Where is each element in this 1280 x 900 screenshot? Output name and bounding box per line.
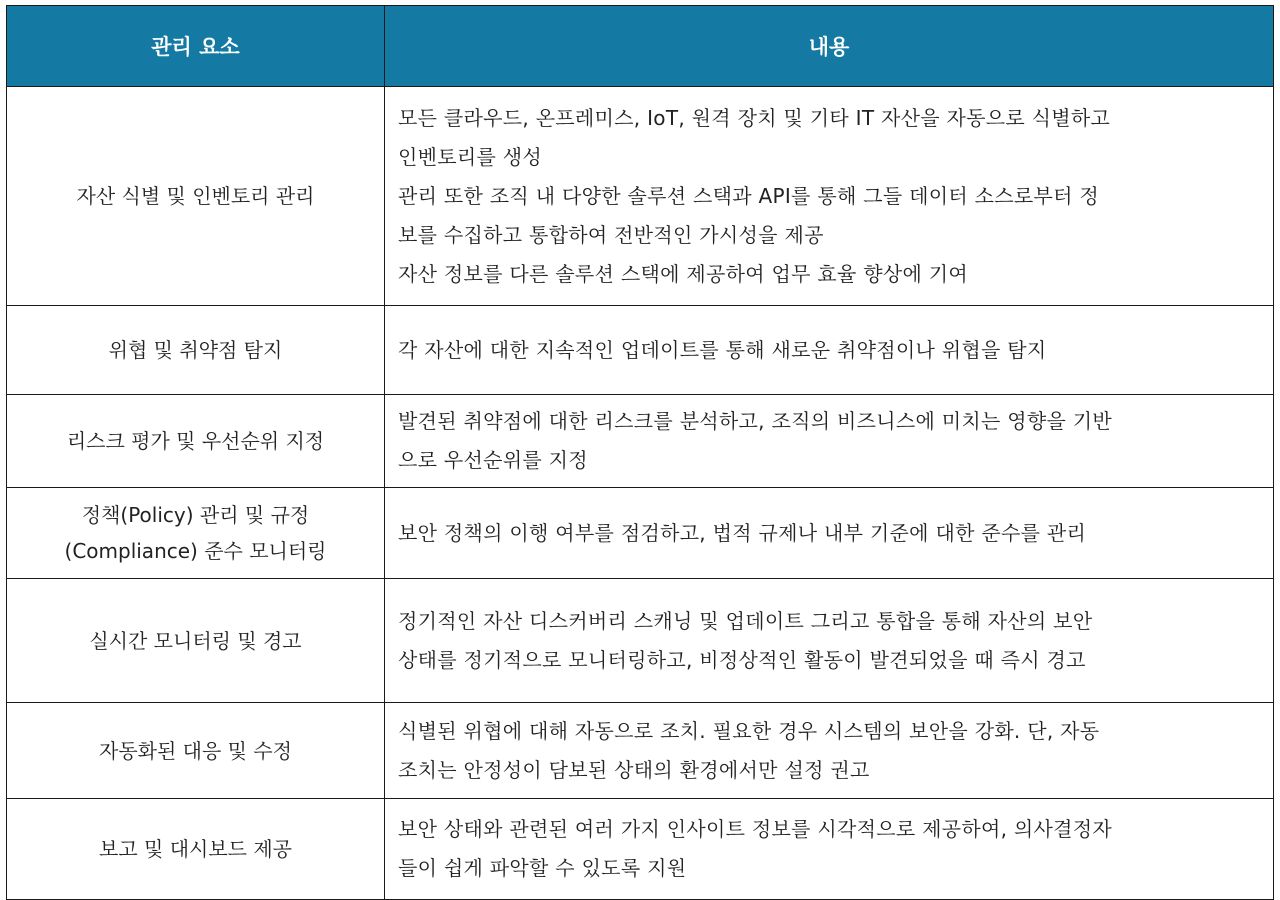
table-header-row	[7, 6, 1274, 87]
row-content-line: 식별된 위협에 대해 자동으로 조치. 필요한 경우 시스템의 보안을 강화. 단, 자동	[398, 718, 1100, 743]
row-content-line: 으로 우선순위를 지정	[398, 448, 588, 472]
row-key-cell	[7, 579, 385, 703]
management-elements-table	[6, 5, 1274, 900]
row-content-line: 조치는 안정성이 담보된 상태의 환경에서만 설정 권고	[398, 757, 870, 782]
row-content-line: 모든 클라우드, 온프레미스, IoT, 원격 장치 및 기타 IT 자산을 자동으로 식별하고	[398, 105, 1111, 130]
row-content-line: 발견된 취약점에 대한 리스크를 분석하고, 조직의 비즈니스에 미치는 영향을 기반	[398, 409, 1113, 433]
row-content-line: 보안 상태와 관련된 여러 가지 인사이트 정보를 시각적으로 제공하여, 의사결정자	[398, 817, 1113, 841]
row-key-text: 자산 식별 및 인벤토리 관리	[76, 184, 315, 208]
header-content: 내용	[385, 6, 1274, 87]
row-key-cell	[7, 703, 385, 799]
table-row	[7, 395, 1274, 488]
row-content-line: 들이 쉽게 파악할 수 있도록 지원	[398, 856, 687, 880]
row-key-text: 정책(Policy) 관리 및 규정	[81, 503, 310, 527]
row-key-cell	[7, 306, 385, 395]
table-row	[7, 87, 1274, 306]
row-content-cell	[385, 395, 1274, 488]
row-key-text: 실시간 모니터링 및 경고	[89, 628, 302, 653]
row-key-cell	[7, 488, 385, 579]
row-content-cell	[385, 703, 1274, 799]
row-content-cell	[385, 799, 1274, 900]
row-content-cell	[385, 488, 1274, 579]
row-content-cell	[385, 87, 1274, 306]
row-content-line: 인벤토리를 생성	[398, 144, 542, 169]
row-key-cell	[7, 395, 385, 488]
row-content-line: 자산 정보를 다른 솔루션 스택에 제공하여 업무 효율 향상에 기여	[398, 261, 969, 286]
row-key-text: 위협 및 취약점 탐지	[108, 338, 283, 362]
row-content-line: 상태를 정기적으로 모니터링하고, 비정상적인 활동이 발견되었을 때 즉시 경고	[398, 647, 1086, 672]
row-content-line: 관리 또한 조직 내 다양한 솔루션 스택과 API를 통해 그들 데이터 소스로부터 정	[398, 183, 1100, 208]
row-key-cell	[7, 799, 385, 900]
row-content-line: 보를 수집하고 통합하여 전반적인 가시성을 제공	[398, 222, 824, 247]
row-content-cell	[385, 306, 1274, 395]
row-content-cell	[385, 579, 1274, 703]
header-management-element: 관리 요소	[7, 6, 385, 87]
table-row	[7, 306, 1274, 395]
table-row	[7, 799, 1274, 900]
row-key-cell	[7, 87, 385, 306]
table-row	[7, 579, 1274, 703]
table-row	[7, 488, 1274, 579]
row-content-line: 각 자산에 대한 지속적인 업데이트를 통해 새로운 취약점이나 위협을 탐지	[398, 337, 1047, 362]
row-key-text: 자동화된 대응 및 수정	[99, 738, 292, 763]
table-row	[7, 703, 1274, 799]
management-table-container	[6, 5, 1273, 880]
row-content-line: 정기적인 자산 디스커버리 스캐닝 및 업데이트 그리고 통합을 통해 자산의 보안	[398, 608, 1093, 633]
row-content-line: 보안 정책의 이행 여부를 점검하고, 법적 규제나 내부 기준에 대한 준수를 관리	[398, 520, 1087, 545]
row-key-text: (Compliance) 준수 모니터링	[64, 539, 327, 563]
row-key-text: 보고 및 대시보드 제공	[99, 837, 292, 861]
row-key-text: 리스크 평가 및 우선순위 지정	[66, 429, 325, 453]
